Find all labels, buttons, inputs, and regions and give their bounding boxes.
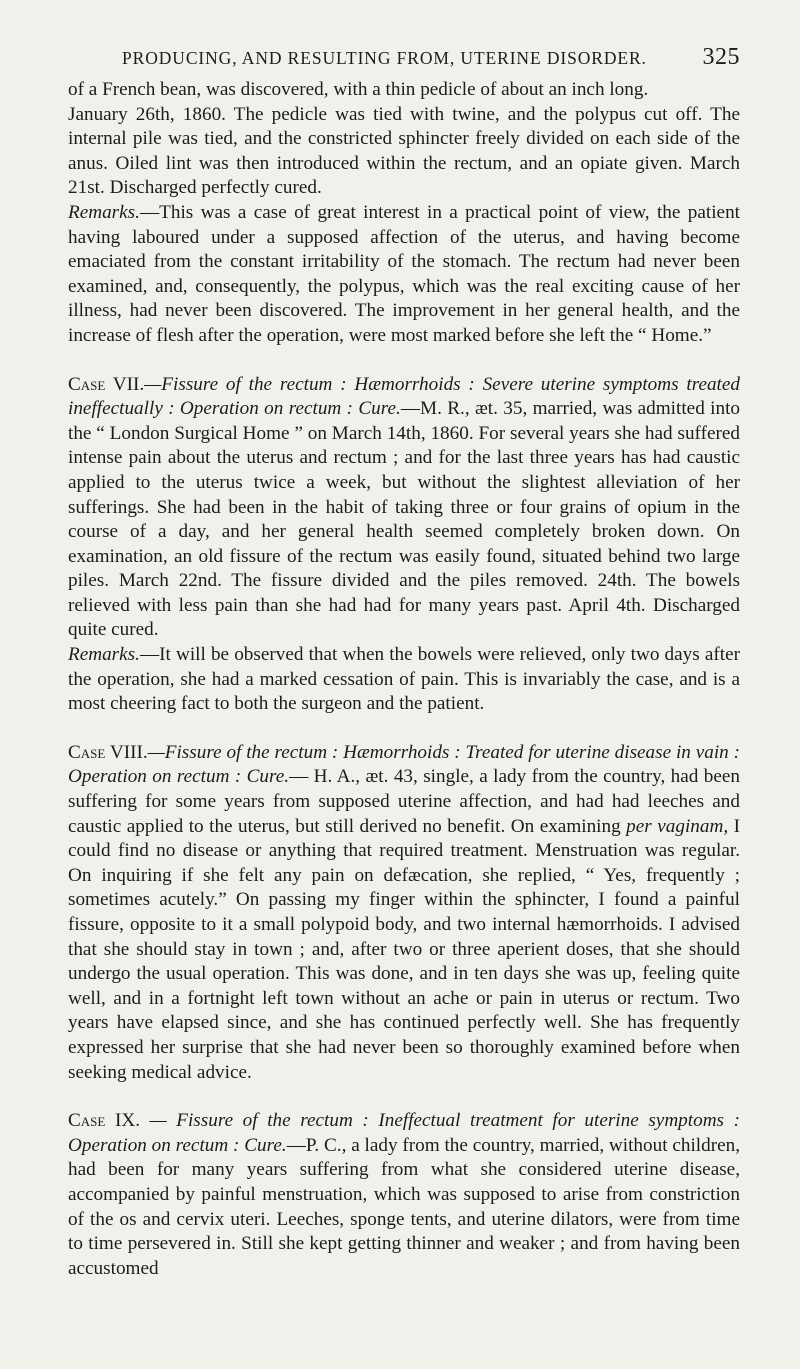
case-8-text-a: — H. A., æt. 43, single, a lady from the country, had been suffering for some years from supposed uterine affection, and had had leeches and caustic applied to the uterus, but still derived no benefit. On examining: [68, 766, 740, 837]
case-7-title: —Fissure of the rectum : Hæmorrhoids : Severe uterine symptoms treated ineffectually : Operation on rectum : Cure.: [68, 373, 740, 420]
case-7-remarks: [68, 643, 740, 717]
case-8-heading: Case VIII.: [68, 741, 148, 763]
case-9: [68, 1109, 740, 1281]
running-title: PRODUCING, AND RESULTING FROM, UTERINE DISORDER.: [122, 48, 647, 68]
case-9-title: — Fissure of the rectum : Ineffectual treatment for uterine symptoms : Operation on rectum : Cure.: [68, 1110, 740, 1156]
paragraph-remarks: [68, 201, 740, 349]
remarks-text: —This was a case of great interest in a practical point of view, the patient having laboured under a supposed affection of the uterus, and having become emaciated from the constant irritability of the stomach. The rectum had never been examined, and, consequently, the polypus, which was the real exciting cause of her illness, had never been discovered. The improvement in her general health, and the increase of flesh after the operation, were most marked before she left the “ Home.”: [68, 201, 740, 346]
paragraph-operation: January 26th, 1860. The pedicle was tied with twine, and the polypus cut off. The internal pile was tied, and the constricted sphincter freely divided on each side of the anus. Oiled lint was then introduced within the rectum, and an opiate given. March 21st. Discharged perfectly cured.: [68, 103, 740, 199]
page-number: 325: [702, 44, 740, 70]
case-8-title: —Fissure of the rectum : Hæmorrhoids : Treated for uterine disease in vain : Operation on rectum : Cure.: [68, 741, 740, 788]
case-9-heading: Case IX.: [68, 1110, 140, 1132]
running-head: [122, 46, 740, 76]
case-7-remarks-label: Remarks.: [68, 644, 140, 666]
case-7-text: —M. R., æt. 35, married, was admitted into the “ London Surgical Home ” on March 14th, 1860. For several years she had suffered intense pain about the uterus and rectum ; and for the last three years has had caustic applied to the uterus twice a week, but without the slightest alleviation of her sufferings. She had been in the habit of taking three or four grains of opium in the course of a day, and her general health seemed completely broken down. On examination, an old fissure of the rectum was easily found, situated behind two large piles. March 22nd. The fissure divided and the piles removed. 24th. The bowels relieved with less pain than she had had for many years past. April 4th. Discharged quite cured.: [68, 398, 740, 641]
case-8: [68, 741, 740, 1085]
case-8-latin: per vaginam,: [626, 815, 729, 837]
body-text: [68, 78, 740, 1281]
case-7: [68, 373, 740, 644]
paragraph-continuation: of a French bean, was discovered, with a thin pedicle of about an inch long.: [68, 79, 649, 100]
case-7-heading: Case VII.: [68, 373, 145, 395]
remarks-label: Remarks.: [68, 201, 140, 223]
case-7-remarks-text: —It will be observed that when the bowels were relieved, only two days after the operation, she had a marked cessation of pain. This is invariably the case, and is a most cheering fact to both the surgeon and the patient.: [68, 644, 740, 715]
case-8-text-b: I could find no disease or anything that required treatment. Menstruation was regular. On inquiring if she felt any pain on defæcation, she replied, “ Yes, frequently ; sometimes acutely.” On passing my finger within the sphincter, I found a painful fissure, opposite to it a small polypoid body, and two internal hæmorrhoids. I advised that she should stay in town ; and, after two or three aperient doses, that she should undergo the usual operation. This was done, and in ten days she was up, feeling quite well, and in a fortnight left town without an ache or pain in uterus or rectum. Two years have elapsed since, and she has continued perfectly well. She has frequently expressed her surprise that she had never been so thoroughly examined before when seeking medical advice.: [68, 815, 741, 1083]
case-9-text: —P. C., a lady from the country, married, without children, had been for many years suffering from what she considered uterine disease, accompanied by painful menstruation, which was supposed to arise from constriction of the os and cervix uteri. Leeches, sponge tents, and uterine dilators, were from time to time persevered in. Still she kept getting thinner and weaker ; and from having been accustomed: [68, 1134, 741, 1279]
